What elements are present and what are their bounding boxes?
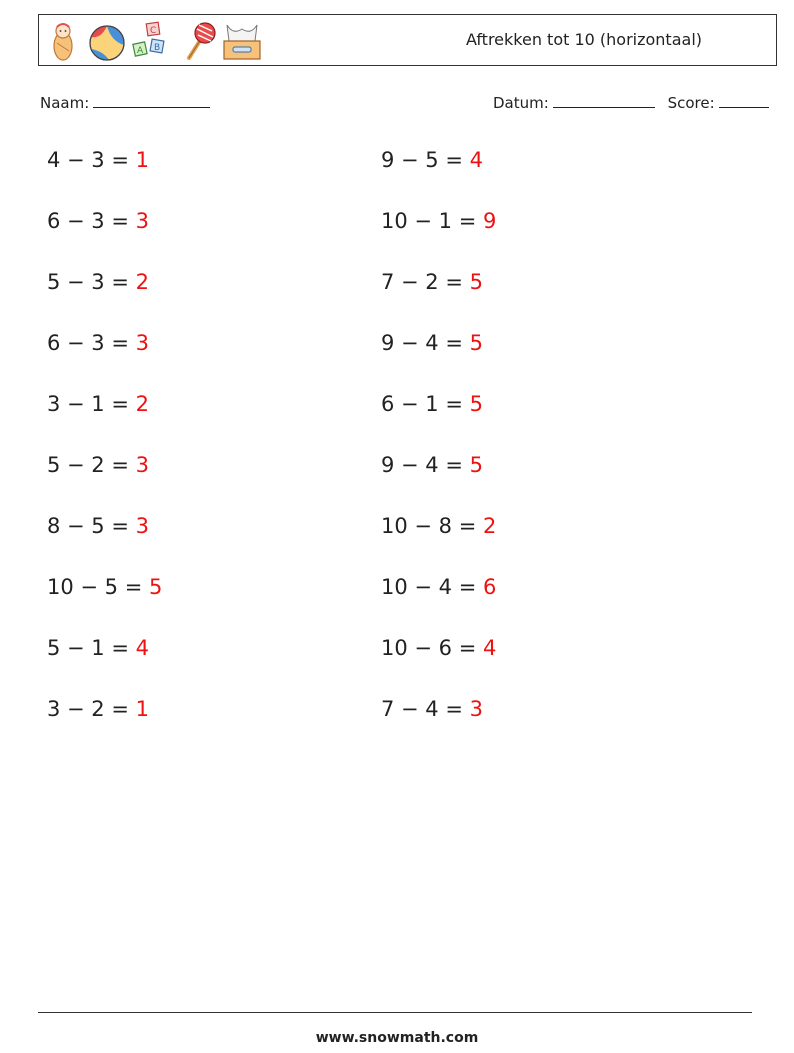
problem-right-6 bbox=[381, 453, 483, 477]
problem-answer: 1 bbox=[135, 148, 149, 172]
problem-question: 7 − 4 = bbox=[381, 697, 470, 721]
problem-question: 9 − 5 = bbox=[381, 148, 470, 172]
beach-ball-icon bbox=[87, 21, 127, 61]
problem-left-8 bbox=[47, 575, 162, 599]
problem-question: 4 − 3 = bbox=[47, 148, 136, 172]
name-label: Naam: bbox=[40, 94, 90, 112]
problem-question: 6 − 3 = bbox=[47, 331, 136, 355]
problem-answer: 5 bbox=[148, 575, 163, 599]
problem-left-5 bbox=[47, 392, 149, 416]
problem-left-3 bbox=[47, 270, 149, 294]
name-field bbox=[40, 93, 210, 112]
problem-answer: 6 bbox=[482, 575, 497, 599]
worksheet-title: Aftrekken tot 10 (horizontaal) bbox=[465, 30, 702, 49]
problem-answer: 9 bbox=[482, 209, 497, 233]
name-line bbox=[93, 93, 210, 108]
problem-right-9 bbox=[381, 636, 496, 660]
problem-question: 7 − 2 = bbox=[381, 270, 470, 294]
problem-left-4 bbox=[47, 331, 149, 355]
problem-right-4 bbox=[381, 331, 483, 355]
problem-left-10 bbox=[47, 697, 149, 721]
problem-right-5 bbox=[381, 392, 483, 416]
header-box bbox=[38, 14, 777, 66]
problem-answer: 4 bbox=[135, 636, 149, 660]
score-line bbox=[719, 93, 769, 108]
problem-answer: 4 bbox=[469, 148, 483, 172]
problem-question: 10 − 4 = bbox=[381, 575, 483, 599]
problem-question: 9 − 4 = bbox=[381, 331, 470, 355]
problem-right-2 bbox=[381, 209, 496, 233]
problem-question: 8 − 5 = bbox=[47, 514, 136, 538]
problem-right-8 bbox=[381, 575, 496, 599]
problem-left-2 bbox=[47, 209, 149, 233]
problem-answer: 5 bbox=[469, 392, 483, 416]
problem-question: 3 − 2 = bbox=[47, 697, 136, 721]
problem-question: 5 − 1 = bbox=[47, 636, 136, 660]
problem-question: 3 − 1 = bbox=[47, 392, 136, 416]
problem-answer: 4 bbox=[482, 636, 497, 660]
problem-answer: 1 bbox=[135, 697, 149, 721]
problem-question: 5 − 3 = bbox=[47, 270, 136, 294]
svg-text:B: B bbox=[154, 43, 161, 53]
footer-url: www.snowmath.com bbox=[315, 1030, 479, 1046]
problem-answer: 2 bbox=[482, 514, 497, 538]
problem-left-7 bbox=[47, 514, 149, 538]
abc-blocks-icon bbox=[131, 21, 171, 61]
footer-divider bbox=[38, 1012, 752, 1013]
problem-answer: 3 bbox=[469, 697, 483, 721]
problem-question: 6 − 1 = bbox=[381, 392, 470, 416]
baby-icon bbox=[51, 21, 75, 61]
problem-left-6 bbox=[47, 453, 149, 477]
problem-answer: 2 bbox=[135, 270, 149, 294]
problem-answer: 3 bbox=[135, 453, 149, 477]
problem-question: 10 − 1 = bbox=[381, 209, 483, 233]
problem-question: 10 − 8 = bbox=[381, 514, 483, 538]
date-line bbox=[553, 93, 655, 108]
problem-left-9 bbox=[47, 636, 149, 660]
problem-answer: 5 bbox=[469, 270, 483, 294]
problem-answer: 5 bbox=[469, 453, 483, 477]
problem-right-7 bbox=[381, 514, 496, 538]
problem-question: 10 − 5 = bbox=[47, 575, 149, 599]
tissue-box-icon bbox=[221, 21, 263, 61]
problem-answer: 3 bbox=[135, 331, 149, 355]
problem-answer: 3 bbox=[135, 514, 149, 538]
svg-text:A: A bbox=[137, 46, 144, 56]
problem-question: 10 − 6 = bbox=[381, 636, 483, 660]
problem-answer: 2 bbox=[135, 392, 149, 416]
problem-question: 5 − 2 = bbox=[47, 453, 136, 477]
svg-text:C: C bbox=[150, 26, 157, 36]
problem-right-1 bbox=[381, 148, 483, 172]
problem-left-1 bbox=[47, 148, 149, 172]
problem-right-10 bbox=[381, 697, 483, 721]
date-label: Datum: bbox=[493, 94, 549, 112]
rattle-icon bbox=[181, 21, 217, 61]
score-label: Score: bbox=[667, 94, 715, 112]
problem-question: 6 − 3 = bbox=[47, 209, 136, 233]
problem-answer: 5 bbox=[469, 331, 483, 355]
problem-right-3 bbox=[381, 270, 483, 294]
problem-question: 9 − 4 = bbox=[381, 453, 470, 477]
problem-answer: 3 bbox=[135, 209, 149, 233]
date-score-field bbox=[493, 93, 769, 112]
